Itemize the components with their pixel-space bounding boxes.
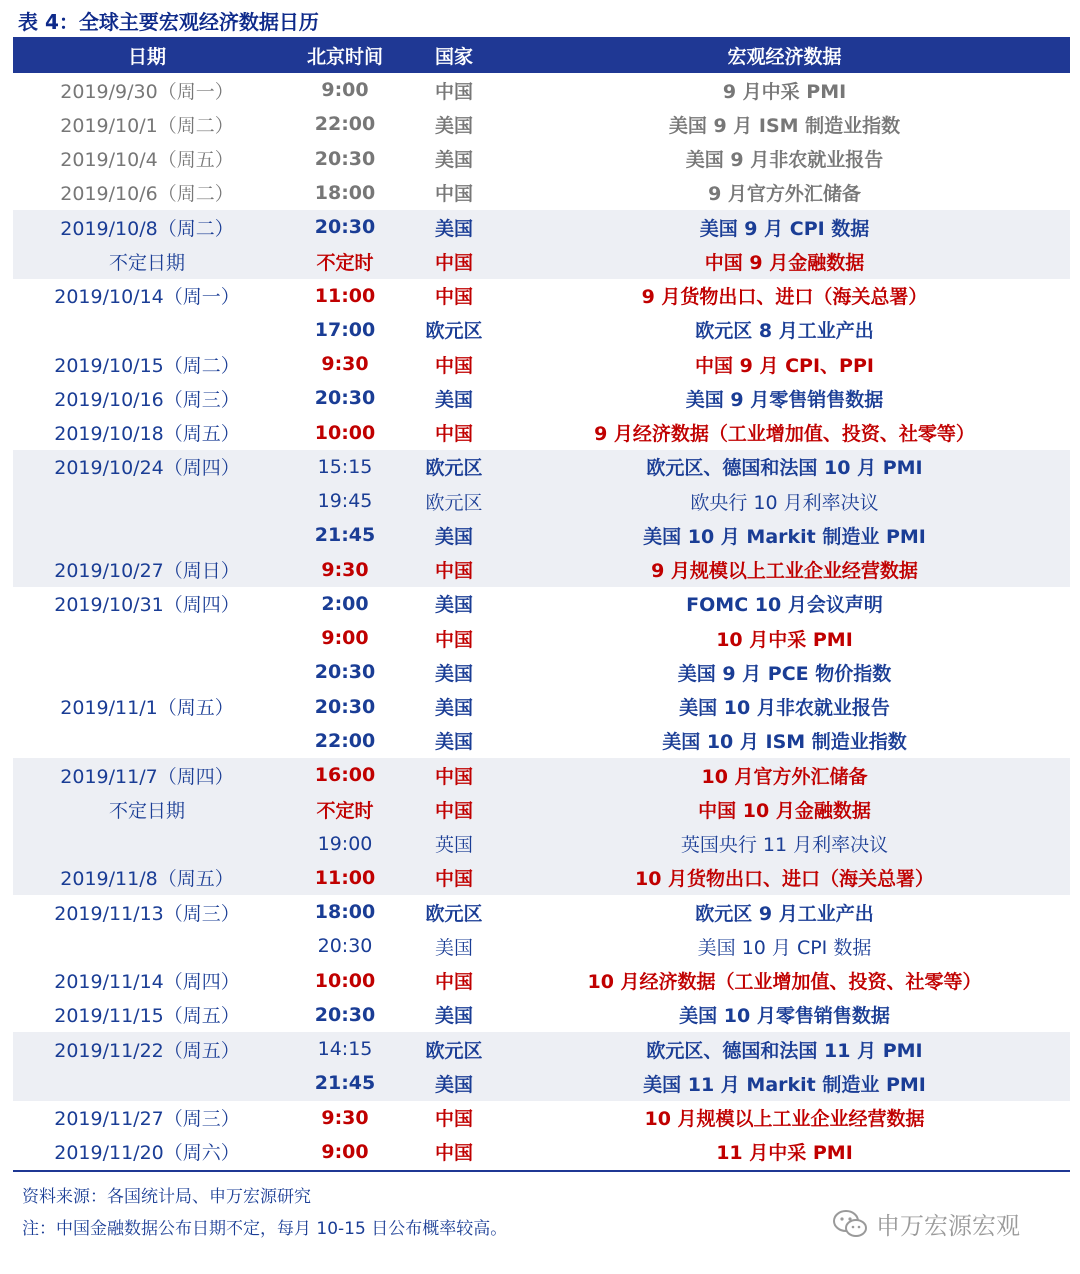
cell-data: 10 月规模以上工业企业经营数据	[644, 1108, 925, 1131]
cell-time: 9:30	[321, 1106, 369, 1129]
table-row	[13, 142, 1070, 176]
cell-country: 欧元区	[425, 320, 483, 343]
table-row	[13, 861, 1070, 895]
cell-data: 中国 9 月 CPI、PPI	[695, 354, 874, 377]
cell-date: 2019/10/18（周五）	[54, 423, 240, 446]
cell-date: 不定日期	[108, 251, 185, 274]
cell-country: 美国	[434, 388, 473, 411]
cell-country: 美国	[434, 594, 473, 617]
cell-time: 不定时	[316, 799, 374, 822]
cell-data: 美国 9 月非农就业报告	[685, 149, 884, 172]
cell-time: 9:00	[321, 79, 369, 102]
cell-time: 21:45	[314, 1072, 376, 1095]
cell-time: 20:30	[314, 1003, 376, 1026]
table-row	[13, 484, 1070, 518]
cell-time: 22:00	[314, 729, 376, 752]
cell-date: 不定日期	[108, 799, 185, 822]
cell-time: 19:45	[317, 490, 373, 513]
cell-data: 美国 9 月零售销售数据	[685, 388, 884, 411]
table-row	[13, 1135, 1070, 1169]
table-row	[13, 758, 1070, 792]
table-row	[13, 450, 1070, 484]
table-row	[13, 621, 1070, 655]
header-country: 国家	[434, 45, 473, 68]
cell-data: 美国 9 月 ISM 制造业指数	[668, 114, 901, 137]
cell-data: 美国 10 月零售销售数据	[679, 1005, 890, 1028]
cell-time: 20:30	[317, 935, 373, 958]
cell-time: 20:30	[314, 695, 376, 718]
cell-country: 美国	[434, 114, 473, 137]
table-row	[13, 176, 1070, 210]
cell-country: 欧元区	[425, 457, 483, 480]
table-row	[13, 313, 1070, 347]
cell-data: 9 月经济数据（工业增加值、投资、社零等）	[594, 423, 975, 446]
cell-time: 9:30	[321, 353, 369, 376]
cell-country: 欧元区	[425, 491, 483, 514]
cell-date: 2019/11/1（周五）	[60, 697, 234, 720]
table-row	[13, 929, 1070, 963]
cell-data: 9 月规模以上工业企业经营数据	[651, 560, 918, 583]
cell-date: 2019/10/15（周二）	[54, 354, 240, 377]
cell-date: 2019/10/4（周五）	[60, 149, 234, 172]
cell-data: 美国 10 月 ISM 制造业指数	[662, 731, 907, 754]
cell-date: 2019/10/16（周三）	[54, 388, 240, 411]
cell-time: 9:00	[321, 627, 369, 650]
cell-time: 20:30	[314, 147, 376, 170]
cell-country: 美国	[434, 525, 473, 548]
cell-date: 2019/11/27（周三）	[54, 1108, 240, 1131]
table-row	[13, 553, 1070, 587]
cell-country: 美国	[434, 662, 473, 685]
table-row	[13, 1066, 1070, 1100]
cell-country: 中国	[434, 354, 473, 377]
cell-time: 19:00	[317, 832, 373, 855]
table-row	[13, 244, 1070, 278]
table-row	[13, 827, 1070, 861]
cell-date: 2019/10/6（周二）	[60, 183, 234, 206]
cell-date: 2019/11/13（周三）	[54, 902, 240, 925]
table-row	[13, 998, 1070, 1032]
table-row	[13, 381, 1070, 415]
cell-date: 2019/11/8（周五）	[60, 868, 234, 891]
table-row	[13, 416, 1070, 450]
cell-country: 中国	[434, 799, 473, 822]
cell-data: 中国 10 月金融数据	[698, 799, 871, 822]
cell-time: 不定时	[316, 251, 374, 274]
cell-data: 美国 10 月 CPI 数据	[697, 936, 872, 959]
cell-date: 2019/11/22（周五）	[54, 1039, 240, 1062]
cell-date: 2019/10/1（周二）	[60, 114, 234, 137]
cell-date: 2019/10/14（周一）	[54, 286, 240, 309]
table-row	[13, 690, 1070, 724]
table-row	[13, 107, 1070, 141]
cell-country: 中国	[434, 183, 473, 206]
table-header	[13, 37, 1070, 73]
cell-date: 2019/10/27（周日）	[54, 560, 240, 583]
table-row	[13, 587, 1070, 621]
cell-time: 17:00	[314, 318, 376, 341]
cell-data: 中国 9 月金融数据	[704, 251, 865, 274]
table-bottom-rule	[13, 1170, 1070, 1172]
cell-country: 中国	[434, 251, 473, 274]
table-row	[13, 1032, 1070, 1066]
header-time: 北京时间	[306, 45, 383, 68]
cell-date: 2019/11/20（周六）	[54, 1142, 240, 1165]
cell-country: 中国	[434, 423, 473, 446]
wechat-icon	[832, 1209, 868, 1239]
cell-date: 2019/10/8（周二）	[60, 217, 234, 240]
table-title: 表 4：全球主要宏观经济数据日历	[18, 10, 319, 34]
cell-data: 欧央行 10 月利率决议	[690, 491, 879, 514]
cell-time: 16:00	[314, 764, 376, 787]
header-data: 宏观经济数据	[727, 45, 842, 68]
cell-country: 美国	[434, 1005, 473, 1028]
cell-date: 2019/11/14（周四）	[54, 971, 240, 994]
cell-country: 中国	[434, 765, 473, 788]
table-row	[13, 73, 1070, 107]
table-row	[13, 792, 1070, 826]
table-row	[13, 655, 1070, 689]
cell-time: 11:00	[314, 866, 376, 889]
cell-time: 20:30	[314, 661, 376, 684]
table-row	[13, 279, 1070, 313]
cell-country: 中国	[434, 868, 473, 891]
cell-country: 中国	[434, 560, 473, 583]
watermark	[832, 1206, 1020, 1241]
cell-data: 9 月中采 PMI	[722, 80, 847, 103]
macro-calendar-table	[13, 37, 1070, 1169]
cell-data: 美国 11 月 Markit 制造业 PMI	[643, 1073, 926, 1096]
cell-country: 美国	[434, 1073, 473, 1096]
cell-country: 欧元区	[425, 1039, 483, 1062]
table-row	[13, 347, 1070, 381]
cell-data: 9 月货物出口、进口（海关总署）	[641, 286, 928, 309]
cell-data: 10 月货物出口、进口（海关总署）	[634, 868, 935, 891]
table-row	[13, 895, 1070, 929]
cell-country: 欧元区	[425, 902, 483, 925]
cell-country: 中国	[434, 80, 473, 103]
table-row	[13, 518, 1070, 552]
cell-country: 美国	[434, 217, 473, 240]
cell-data: 10 月经济数据（工业增加值、投资、社零等）	[587, 971, 982, 994]
cell-time: 2:00	[321, 592, 369, 615]
cell-data: 欧元区、德国和法国 10 月 PMI	[646, 457, 923, 480]
cell-data: 美国 10 月非农就业报告	[679, 697, 890, 720]
source-note: 资料来源：各国统计局、申万宏源研究	[22, 1187, 311, 1207]
cell-date: 2019/11/7（周四）	[60, 765, 234, 788]
cell-data: 10 月中采 PMI	[716, 628, 853, 651]
cell-time: 10:00	[314, 421, 376, 444]
cell-data: 美国 9 月 PCE 物价指数	[677, 662, 892, 685]
cell-time: 11:00	[314, 284, 376, 307]
table-row	[13, 1101, 1070, 1135]
cell-time: 9:00	[321, 1140, 369, 1163]
cell-time: 14:15	[317, 1038, 373, 1061]
cell-country: 中国	[434, 628, 473, 651]
cell-country: 英国	[434, 834, 473, 857]
cell-country: 美国	[434, 149, 473, 172]
cell-time: 15:15	[317, 455, 373, 478]
table-row	[13, 724, 1070, 758]
cell-date: 2019/9/30（周一）	[60, 80, 234, 103]
cell-data: 欧元区、德国和法国 11 月 PMI	[646, 1039, 923, 1062]
table-row	[13, 964, 1070, 998]
cell-time: 22:00	[314, 113, 376, 136]
cell-time: 18:00	[314, 181, 376, 204]
cell-time: 18:00	[314, 901, 376, 924]
cell-time: 20:30	[314, 216, 376, 239]
cell-date: 2019/11/15（周五）	[54, 1005, 240, 1028]
cell-time: 9:30	[321, 558, 369, 581]
cell-country: 美国	[434, 697, 473, 720]
cell-data: 英国央行 11 月利率决议	[680, 834, 889, 857]
cell-data: 美国 10 月 Markit 制造业 PMI	[643, 525, 926, 548]
cell-country: 中国	[434, 286, 473, 309]
cell-data: FOMC 10 月会议声明	[686, 594, 883, 617]
table-row	[13, 210, 1070, 244]
cell-data: 欧元区 8 月工业产出	[695, 320, 874, 343]
cell-time: 10:00	[314, 969, 376, 992]
cell-data: 欧元区 9 月工业产出	[695, 902, 874, 925]
cell-country: 美国	[434, 936, 473, 959]
cell-data: 11 月中采 PMI	[716, 1142, 853, 1165]
cell-country: 中国	[434, 1142, 473, 1165]
cell-date: 2019/10/31（周四）	[54, 594, 240, 617]
cell-date: 2019/10/24（周四）	[54, 457, 240, 480]
cell-country: 美国	[434, 731, 473, 754]
cell-country: 中国	[434, 1108, 473, 1131]
cell-data: 美国 9 月 CPI 数据	[699, 217, 870, 240]
watermark-text: 申万宏源宏观	[876, 1212, 1020, 1240]
cell-time: 20:30	[314, 387, 376, 410]
cell-data: 10 月官方外汇储备	[701, 765, 868, 788]
table-body	[13, 73, 1070, 1169]
cell-country: 中国	[434, 971, 473, 994]
cell-data: 9 月官方外汇储备	[708, 183, 861, 206]
cell-time: 21:45	[314, 524, 376, 547]
footnote: 注：中国金融数据公布日期不定，每月 10-15 日公布概率较高。	[22, 1219, 508, 1239]
header-date: 日期	[127, 45, 166, 68]
